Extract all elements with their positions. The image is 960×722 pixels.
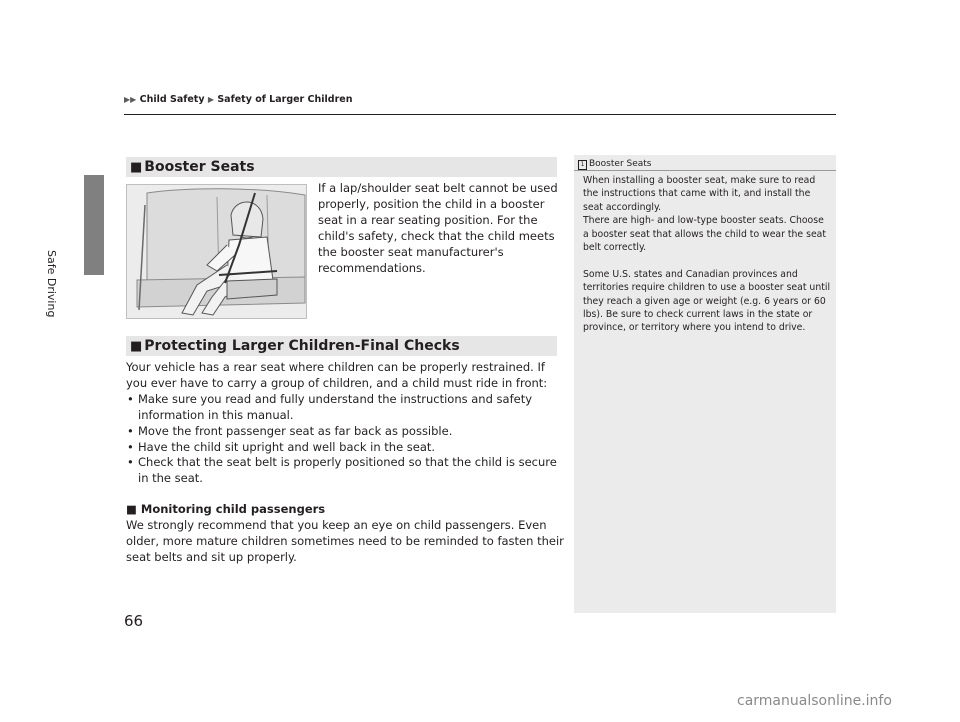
section-heading-text: Protecting Larger Children-Final Checks	[144, 338, 460, 354]
note-paragraph: Some U.S. states and Canadian provinces and territories require children to use a booster seat until they reach a given age or weight (e.g. 6 years or 60 lbs). Be sure to check current laws in the state or province, or territory where you intend to drive.	[583, 268, 831, 334]
page-number: 66	[124, 612, 144, 630]
subheading: ■ Monitoring child passengers	[126, 502, 326, 517]
body-paragraph: Your vehicle has a rear seat where children can be properly restrained. If you ever have to carry a group of children, and a child must ride in front:	[126, 360, 548, 390]
square-bullet-icon: ■	[130, 160, 143, 175]
square-bullet-icon: ■	[126, 502, 137, 517]
list-item: • Have the child sit upright and well back in the seat.	[127, 439, 436, 454]
booster-seat-illustration	[126, 184, 307, 319]
breadcrumb	[124, 94, 353, 105]
section-heading-booster	[126, 157, 557, 177]
body-text	[126, 360, 564, 566]
section-heading-text: Booster Seats	[144, 159, 255, 175]
watermark: carmanualsonline.info	[737, 693, 892, 709]
intro-paragraph: If a lap/shoulder seat belt cannot be used properly, position the child in a booster seat in a rear seating position. For the child's safety, check that the child meets the booster seat manufacturer's recommendations.	[318, 181, 558, 275]
square-bullet-icon: ■	[130, 339, 143, 354]
arrow-icon: ▶	[207, 95, 215, 104]
sidebar	[0, 0, 104, 722]
note-paragraph: There are high- and low-type booster seats. Choose a booster seat that allows the child to wear the seat belt correctly.	[583, 215, 827, 254]
list-item: • Move the front passenger seat as far back as possible.	[127, 423, 453, 438]
note-divider	[574, 170, 836, 171]
body-paragraph: We strongly recommend that you keep an eye on child passengers. Even older, more mature children sometimes need to be reminded to fasten their seat belts and sit up properly.	[126, 518, 564, 564]
note-reference-icon: 1	[578, 160, 587, 170]
breadcrumb-item-larger-children[interactable]: Safety of Larger Children	[217, 94, 353, 105]
list-item: • Check that the seat belt is properly positioned so that the child is secure in the seat.	[127, 455, 557, 486]
checklist	[126, 392, 564, 487]
divider	[124, 114, 836, 115]
arrow-icon: ▶▶	[124, 95, 137, 104]
note-text	[583, 174, 831, 335]
note-title: 1 Booster Seats	[578, 159, 652, 170]
breadcrumb-item-child-safety[interactable]: Child Safety	[139, 94, 205, 105]
section-heading-final-checks	[126, 336, 557, 356]
section-tab	[84, 175, 104, 275]
note-paragraph: When installing a booster seat, make sure to read the instructions that came with it, and install the seat accordingly.	[583, 175, 816, 213]
sidebar-label: Safe Driving	[45, 250, 58, 318]
list-item: • Make sure you read and fully understand the instructions and safety information in this manual.	[127, 391, 533, 422]
